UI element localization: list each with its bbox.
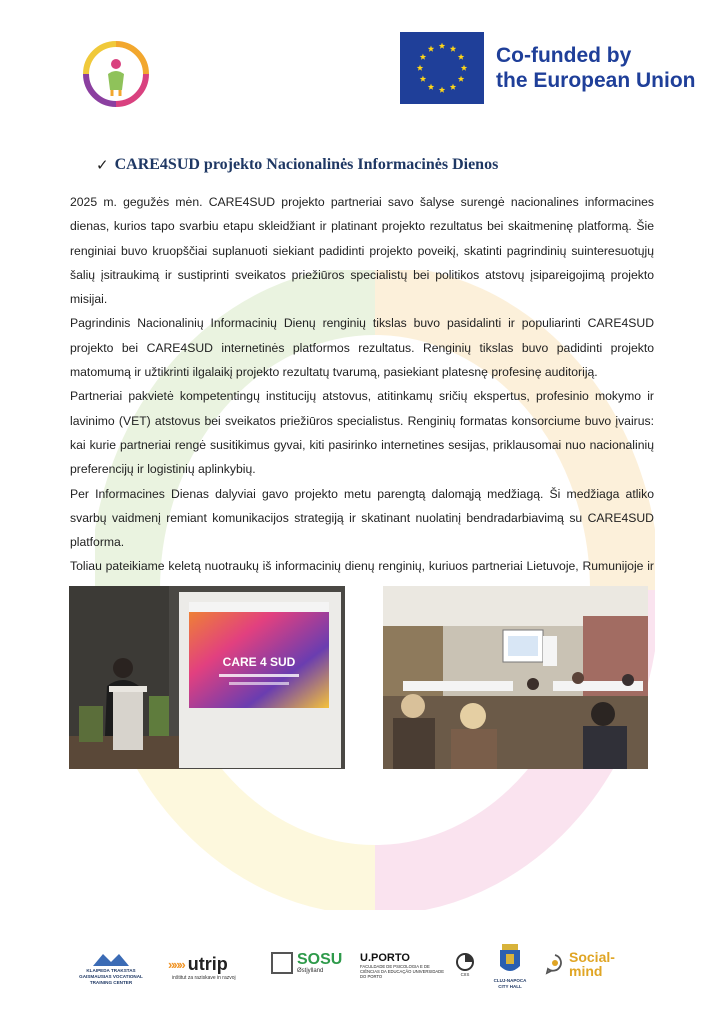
eu-star <box>450 46 456 52</box>
checkmark-icon: ✓ <box>96 156 109 174</box>
eu-star <box>450 84 456 90</box>
care4sud-logo <box>82 40 150 108</box>
cluj-crest-icon <box>498 944 522 978</box>
eu-star <box>420 54 426 60</box>
eu-line-2: the European Union <box>496 69 696 92</box>
logo-social-mind: Social- mind <box>544 950 624 978</box>
eu-star <box>458 54 464 60</box>
logo-utrip: »»» utrip inštitut za raziskave in razvoj <box>168 954 236 981</box>
eu-star <box>420 76 426 82</box>
social-mind-head-icon <box>544 953 566 975</box>
eu-cofunded-banner <box>400 32 700 104</box>
eu-star <box>461 65 467 71</box>
eu-star <box>417 65 423 71</box>
paragraph-2: Pagrindinis Nacionalinių Informacinių Dienų renginių tikslas buvo pasidalinti ir populiarinti CARE4SUD projekto bei CARE4SUD internetinės platformos rezultatus. Renginių tikslas buvo padidinti projekto matomumą ir užtikrinti ilgalaikį projekto rezultatų tvarumą, pasiekiant platesnę profesinę auditoriją. <box>70 316 654 380</box>
utrip-arrows-icon: »»» <box>168 957 184 972</box>
logo-uporto: U.PORTO FACULDADE DE PSICOLOGIA E DE CIÊNCIAS DA EDUCAÇÃO UNIVERSIDADE DO PORTO <box>360 952 444 979</box>
section-title: CARE4SUD projekto Nacionalinės Informacinės Dienos <box>114 156 499 173</box>
eu-line-1: Co-funded by <box>496 44 632 67</box>
eu-star <box>439 43 445 49</box>
event-photo-audience <box>383 586 648 769</box>
logo-cluj-napoca: CLUJ-NAPOCA CITY HALL <box>490 944 530 990</box>
paragraph-5: Toliau pateikiame keletą nuotraukų iš informacinių dienų renginių, kuriuos partneriai Lietuvoje, Rumunijoje ir <box>70 559 654 574</box>
body-text <box>70 190 654 603</box>
eu-flag-icon <box>400 32 484 104</box>
ciis-mark-icon <box>455 952 475 972</box>
section-heading <box>96 156 498 174</box>
sosu-box-icon <box>271 952 293 974</box>
eu-star <box>458 76 464 82</box>
event-photo-presentation <box>69 586 345 769</box>
logo-sosu: SOSU Østjylland <box>271 952 349 974</box>
klaipeda-mark-icon <box>91 952 131 968</box>
logo-klaipeda: KLAIPEDA TRAKSTAS GAISMAUSIAS VOCATIONAL TRAINING CENTER <box>70 952 152 986</box>
eu-star <box>428 46 434 52</box>
screen-title: CARE 4 SUD <box>222 655 296 669</box>
paragraph-3: Partneriai pakvietė kompetentingų institucijų atstovus, atitinkamų sričių ekspertus, profesinio mokymo ir lavinimo (VET) atstovus bei sveikatos priežiūros specialistus. Renginių formatas konsorciume buvo įvairus: kai kurie partneriai rengė susitikimus gyvai, kiti pasirinko internetines sesijas, priklausomai nuo nacionalinių preferencijų ir logistinių aplinkybių. <box>70 389 654 477</box>
logo-ciis: CIIS <box>453 952 477 977</box>
partner-logos <box>0 942 724 1002</box>
paragraph-1: 2025 m. gegužės mėn. CARE4SUD projekto partneriai savo šalyse surengė nacionalines informacines dienas, kurios tapo svarbiu etapu skleidžiant ir platinant projekto rezultatus bei skaitmeninę platformą. Šie renginiai buvo kruopščiai suplanuoti siekiant padidinti projekto poveikį, skatinti pagrindinių suinteresuotųjų šalių įsitraukimą ir sustiprinti sveikatos priežiūros specialistų bei politikos atstovų įsipareigojimą projekto misijai. <box>70 195 654 307</box>
eu-star <box>439 87 445 93</box>
paragraph-4: Per Informacines Dienas dalyviai gavo projekto metu parengtą dalomąją medžiagą. Ši medžiaga atliko svarbų vaidmenį remiant komunikacijos strategiją ir skatinant nuolatinį bendradarbiavimą su CARE4SUD platforma. <box>70 486 654 550</box>
eu-star <box>428 84 434 90</box>
